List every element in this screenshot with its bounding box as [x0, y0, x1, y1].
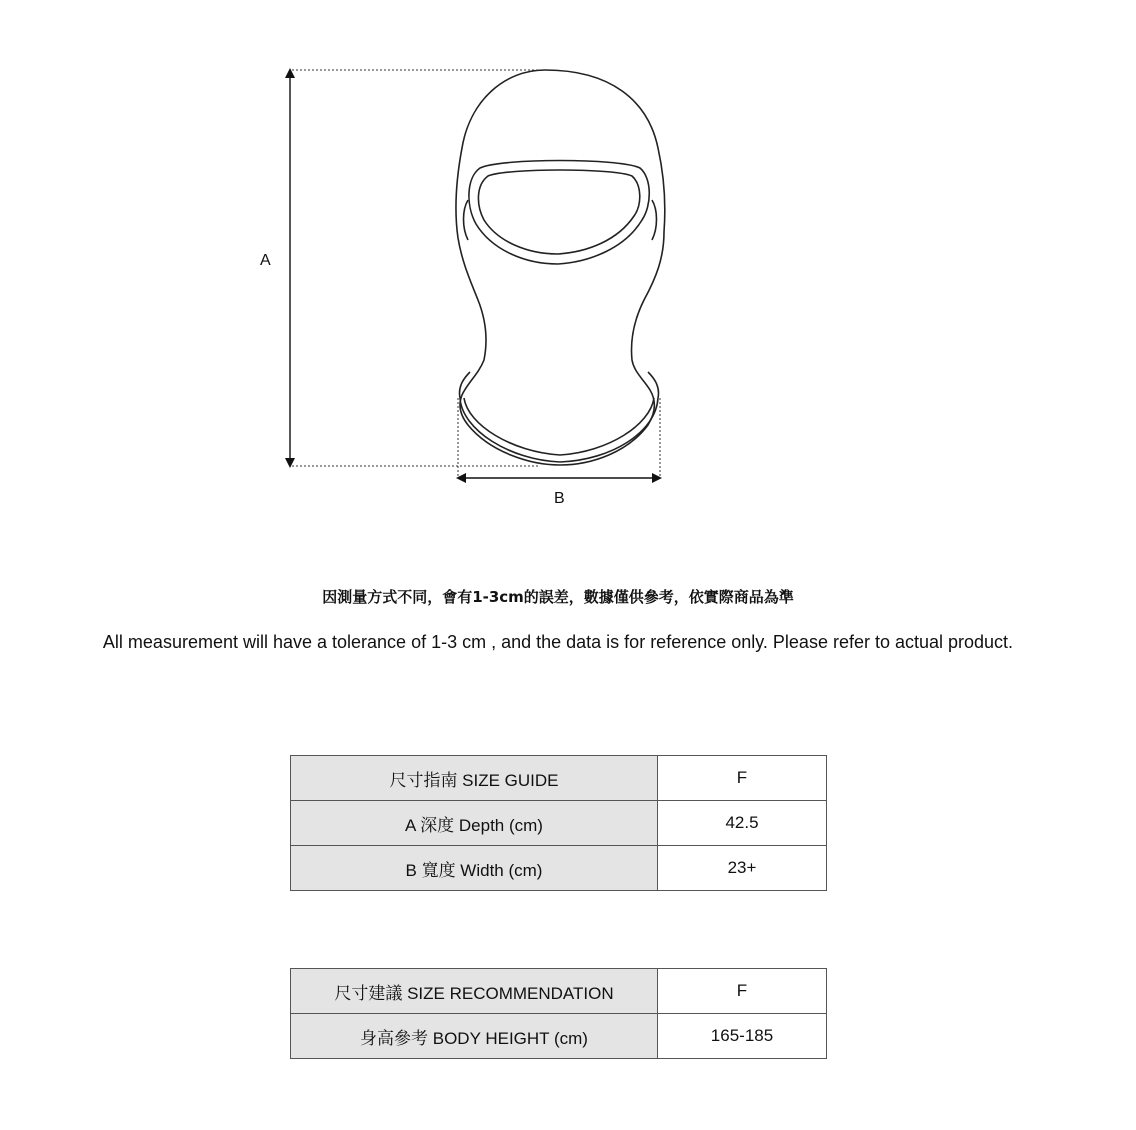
depth-label: A 深度 Depth (cm): [291, 801, 658, 846]
size-recommendation-table: [290, 968, 827, 1059]
dimension-b-label: B: [554, 490, 565, 507]
dimension-a-label: A: [260, 252, 271, 269]
body-height-value: 165-185: [658, 1014, 827, 1059]
size-recommendation-header-label: 尺寸建議 SIZE RECOMMENDATION: [291, 969, 658, 1014]
balaclava-diagram: [0, 0, 1136, 540]
depth-value: 42.5: [658, 801, 827, 846]
tolerance-note-chinese: 因測量方式不同，會有1-3cm的誤差，數據僅供參考，依實際商品為準: [322, 588, 794, 606]
size-guide-header-value: F: [658, 756, 827, 801]
size-recommendation-header-value: F: [658, 969, 827, 1014]
table-row: [291, 846, 827, 891]
width-value: 23+: [658, 846, 827, 891]
size-guide-table: [290, 755, 827, 891]
table-row: [291, 801, 827, 846]
size-guide-header-label: 尺寸指南 SIZE GUIDE: [291, 756, 658, 801]
balaclava-outline: [456, 70, 665, 465]
width-label: B 寬度 Width (cm): [291, 846, 658, 891]
tolerance-note-english: All measurement will have a tolerance of 1-3 cm , and the data is for reference only. Please refer to actual product.: [102, 632, 1014, 652]
dimension-a: [285, 68, 540, 468]
table-header-row: [291, 969, 827, 1014]
body-height-label: 身高參考 BODY HEIGHT (cm): [291, 1014, 658, 1059]
table-row: [291, 1014, 827, 1059]
table-header-row: [291, 756, 827, 801]
